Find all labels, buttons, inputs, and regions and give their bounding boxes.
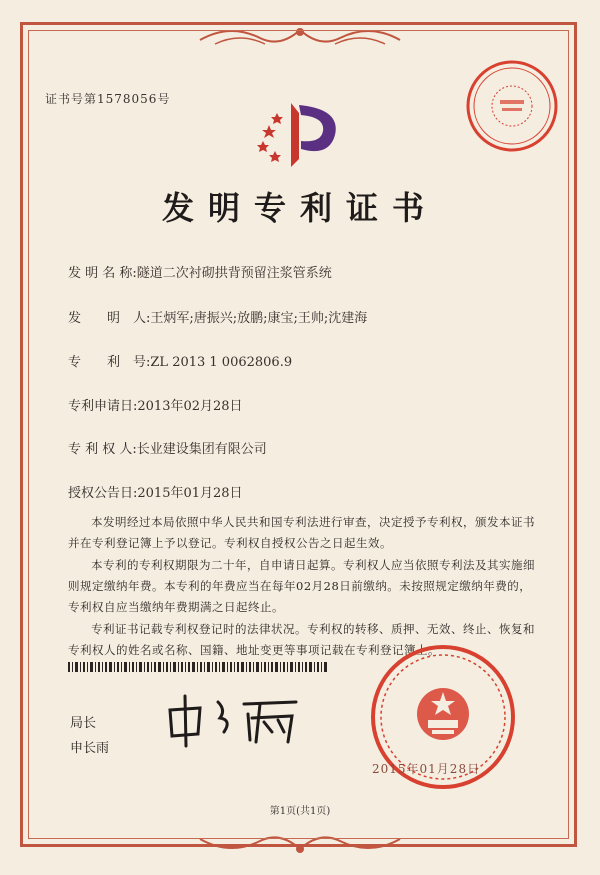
field-patent-number <box>68 351 292 370</box>
field-label: 授权公告日: <box>68 486 138 501</box>
field-invention-name <box>68 262 332 281</box>
barcode-icon <box>68 662 328 672</box>
field-value: 王炳军;唐振兴;放鹏;康宝;王帅;沈建海 <box>150 311 368 326</box>
paragraph-register: 专利证书记载专利权登记时的法律状况。专利权的转移、质押、无效、终止、恢复和专利权人的姓名或名称、国籍、地址变更等事项记载在专利登记簿上。 <box>68 622 535 657</box>
field-inventors <box>68 307 367 326</box>
field-label: 专利申请日: <box>68 399 138 414</box>
field-grant-date <box>68 482 243 501</box>
field-application-date <box>68 395 243 414</box>
field-label: 发 明 人: <box>68 311 151 326</box>
field-value: 隧道二次衬砌拱背预留注浆管系统 <box>136 266 332 281</box>
field-label: 专 利 号: <box>68 355 151 370</box>
paragraph-grant: 本发明经过本局依照中华人民共和国专利法进行审查，决定授予专利权，颁发本证书并在专利登记簿上予以登记。专利权自授权公告之日起生效。 <box>68 515 535 550</box>
seal-date: 2015年01月28日 <box>372 762 481 776</box>
signatory-name: 申长雨 <box>70 741 110 756</box>
field-value: 长业建设集团有限公司 <box>136 442 267 457</box>
certificate-number: 证书号第1578056号 <box>45 92 171 106</box>
paragraph-term: 本专利的专利权期限为二十年，自申请日起算。专利权人应当依照专利法及其实施细则规定缴纳年费。本专利的年费应当在每年02月28日前缴纳。未按照规定缴纳年费的，专利权自应当缴纳年费期满之日起终止。 <box>68 558 535 614</box>
field-label: 发 明 名 称: <box>68 266 137 281</box>
field-value: 2013年02月28日 <box>137 399 243 414</box>
signature-icon <box>160 690 310 750</box>
signatory-role: 局长 <box>70 716 97 731</box>
official-seal-icon <box>462 56 562 156</box>
field-value: 2015年01月28日 <box>137 486 243 501</box>
patent-office-logo-icon <box>255 95 345 170</box>
field-value: ZL 2013 1 0062806.9 <box>150 355 293 370</box>
certificate-title: 发明专利证书 <box>161 189 438 227</box>
field-label: 专 利 权 人: <box>68 442 137 457</box>
field-patentee <box>68 438 267 457</box>
page-indicator: 第1页(共1页) <box>269 806 331 817</box>
